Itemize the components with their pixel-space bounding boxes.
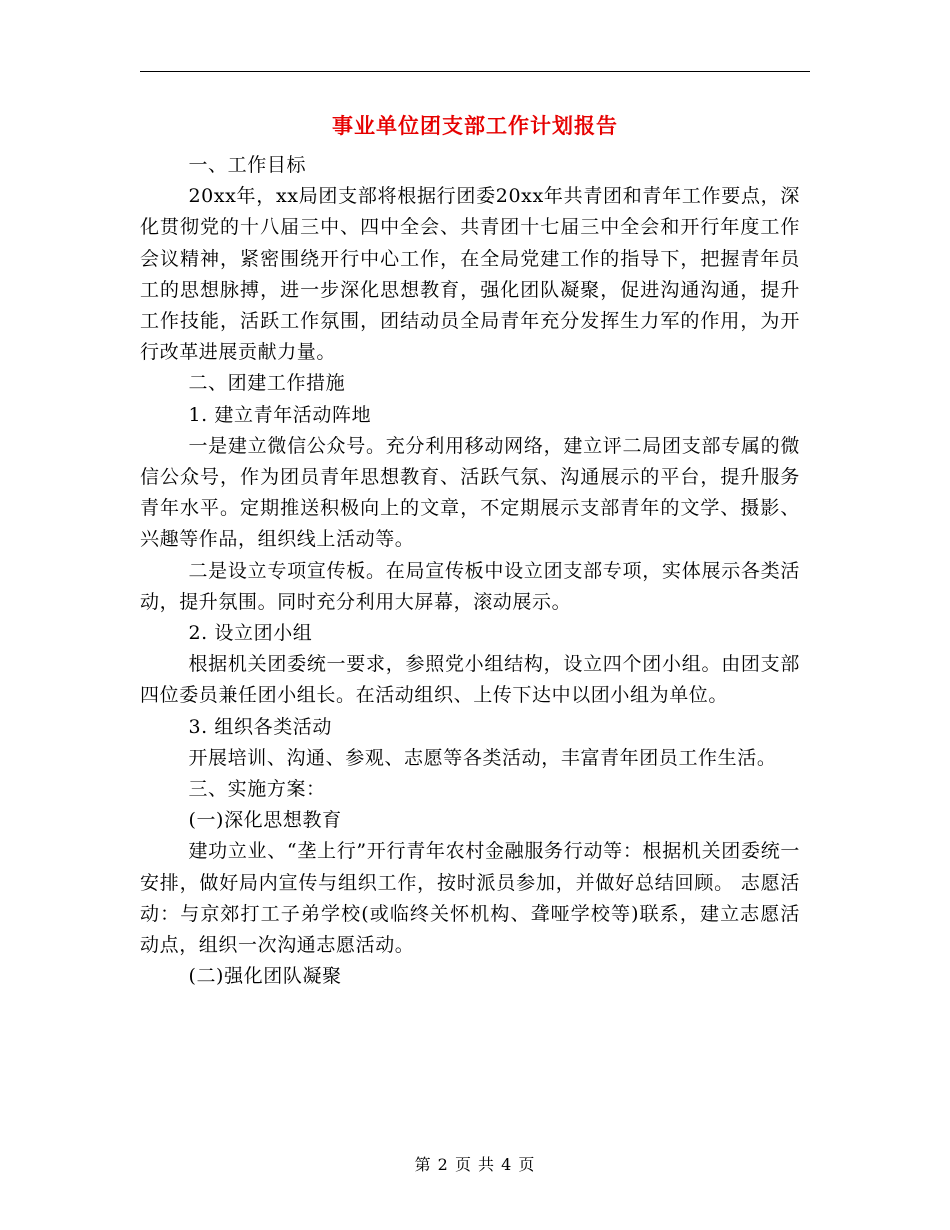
subheading-activity-base: 1. 建立青年活动阵地 — [188, 403, 372, 426]
section-heading-plan: 三、实施方案： — [188, 778, 326, 801]
paragraph-wechat: 一是建立微信公众号。充分利用移动网络，建立评二局团支部专属的微信公众号，作为团员青年思想教育、活跃气氛、沟通展示的平台，提升服务青年水平。定期推送积极向上的文章，不定期展示支部青年的文学、摄影、兴趣等作品，组织线上活动等。 — [140, 434, 800, 551]
paragraph-board: 二是设立专项宣传板。在局宣传板中设立团支部专项，实体展示各类活动，提升氛围。同时充分利用大屏幕，滚动展示。 — [140, 559, 800, 613]
paragraph-groups: 根据机关团委统一要求，参照党小组结构，设立四个团小组。由团支部四位委员兼任团小组长。在活动组织、上传下达中以团小组为单位。 — [140, 653, 800, 707]
section-heading-measures: 二、团建工作措施 — [188, 372, 346, 395]
subheading-education: (一)深化思想教育 — [188, 809, 342, 832]
subheading-groups: 2. 设立团小组 — [188, 622, 313, 645]
subheading-activities: 3. 组织各类活动 — [188, 715, 333, 738]
page-footer: 第 2 页 共 4 页 — [414, 1155, 536, 1174]
section-heading-goals: 一、工作目标 — [188, 154, 307, 176]
document-title: 事业单位团支部工作计划报告 — [332, 113, 618, 138]
paragraph-goals: 20xx年，xx局团支部将根据行团委20xx年共青团和青年工作要点，深化贯彻党的十八届三中、四中全会、共青团十七届三中全会和开行年度工作会议精神，紧密围绕开行中心工作，在全局党建工作的指导下，把握青年员工的思想脉搏，进一步深化思想教育，强化团队凝聚，促进沟通沟通，提升工作技能，活跃工作氛围，团结动员全局青年充分发挥生力军的作用，为开行改革进展贡献力量。 — [140, 185, 800, 364]
paragraph-education: 建功立业、“垄上行”开行青年农村金融服务行动等：根据机关团委统一安排，做好局内宣传与组织工作，按时派员参加，并做好总结回顾。 志愿活动：与京郊打工子弟学校(或临终关怀机构、聋哑学校等)联系，建立志愿活动点，组织一次沟通志愿活动。 — [140, 840, 800, 957]
paragraph-activities: 开展培训、沟通、参观、志愿等各类活动，丰富青年团员工作生活。 — [188, 746, 777, 769]
subheading-cohesion: (二)强化团队凝聚 — [188, 965, 342, 988]
header-rule — [140, 71, 810, 72]
document-body — [140, 150, 800, 992]
